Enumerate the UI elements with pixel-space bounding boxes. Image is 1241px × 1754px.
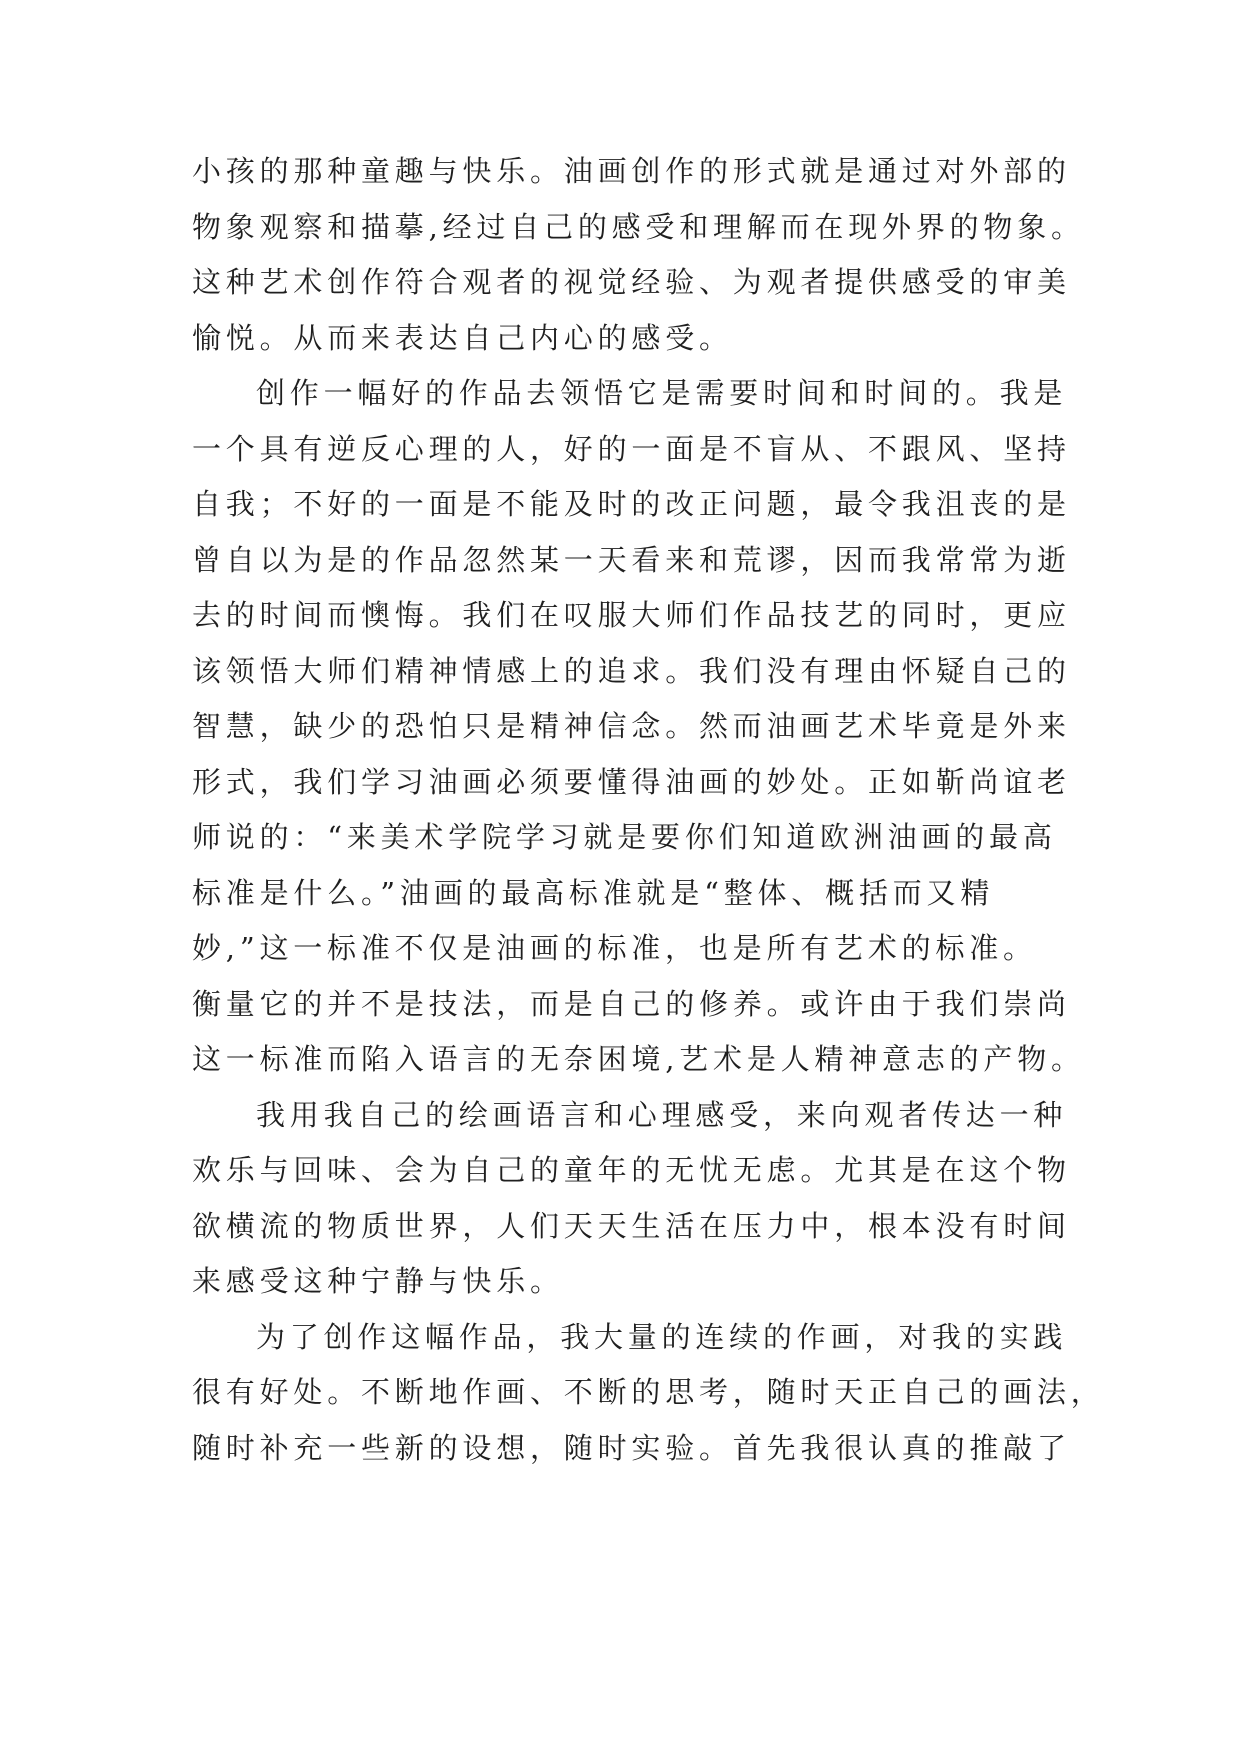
text-line: 很有好处。不断地作画、不断的思考，随时天正自己的画法，: [192, 1375, 1105, 1409]
paragraph-first-line: 我用我自己的绘画语言和心理感受，来向观者传达一种: [256, 1098, 1068, 1132]
text-line: 一个具有逆反心理的人，好的一面是不盲从、不跟风、坚持: [192, 432, 1071, 466]
paragraph-first-line: 为了创作这幅作品，我大量的连续的作画，对我的实践: [256, 1320, 1068, 1354]
text-line: 随时补充一些新的设想，随时实验。首先我很认真的推敲了: [192, 1431, 1071, 1465]
text-line: 曾自以为是的作品忽然某一天看来和荒谬，因而我常常为逝: [192, 543, 1071, 577]
text-line: 这种艺术创作符合观者的视觉经验、为观者提供感受的审美: [192, 265, 1071, 299]
text-line: 物象观察和描摹,经过自己的感受和理解而在现外界的物象。: [192, 210, 1085, 244]
text-line: 欲横流的物质世界，人们天天生活在压力中，根本没有时间: [192, 1209, 1071, 1243]
text-line: 这一标准而陷入语言的无奈困境,艺术是人精神意志的产物。: [192, 1042, 1085, 1076]
paragraph-first-line: 创作一幅好的作品去领悟它是需要时间和时间的。我是: [256, 376, 1068, 410]
text-line: 形式，我们学习油画必须要懂得油画的妙处。正如靳尚谊老: [192, 765, 1071, 799]
text-line: 妙,”这一标准不仅是油画的标准，也是所有艺术的标准。: [192, 931, 1037, 965]
text-line: 标准是什么。”油画的最高标准就是“整体、概括而又精: [192, 876, 995, 910]
text-line: 去的时间而懊悔。我们在叹服大师们作品技艺的同时，更应: [192, 598, 1071, 632]
text-line: 该领悟大师们精神情感上的追求。我们没有理由怀疑自己的: [192, 654, 1071, 688]
text-line: 衡量它的并不是技法，而是自己的修养。或许由于我们崇尚: [192, 987, 1071, 1021]
text-line: 愉悦。从而来表达自己内心的感受。: [192, 321, 733, 355]
text-line: 来感受这种宁静与快乐。: [192, 1264, 564, 1298]
text-line: 自我；不好的一面是不能及时的改正问题，最令我沮丧的是: [192, 487, 1071, 521]
text-line: 小孩的那种童趣与快乐。油画创作的形式就是通过对外部的: [192, 154, 1071, 188]
text-line: 师说的：“来美术学院学习就是要你们知道欧洲油画的最高: [192, 820, 1057, 854]
text-line: 欢乐与回味、会为自己的童年的无忧无虑。尤其是在这个物: [192, 1153, 1071, 1187]
text-line: 智慧，缺少的恐怕只是精神信念。然而油画艺术毕竟是外来: [192, 709, 1071, 743]
